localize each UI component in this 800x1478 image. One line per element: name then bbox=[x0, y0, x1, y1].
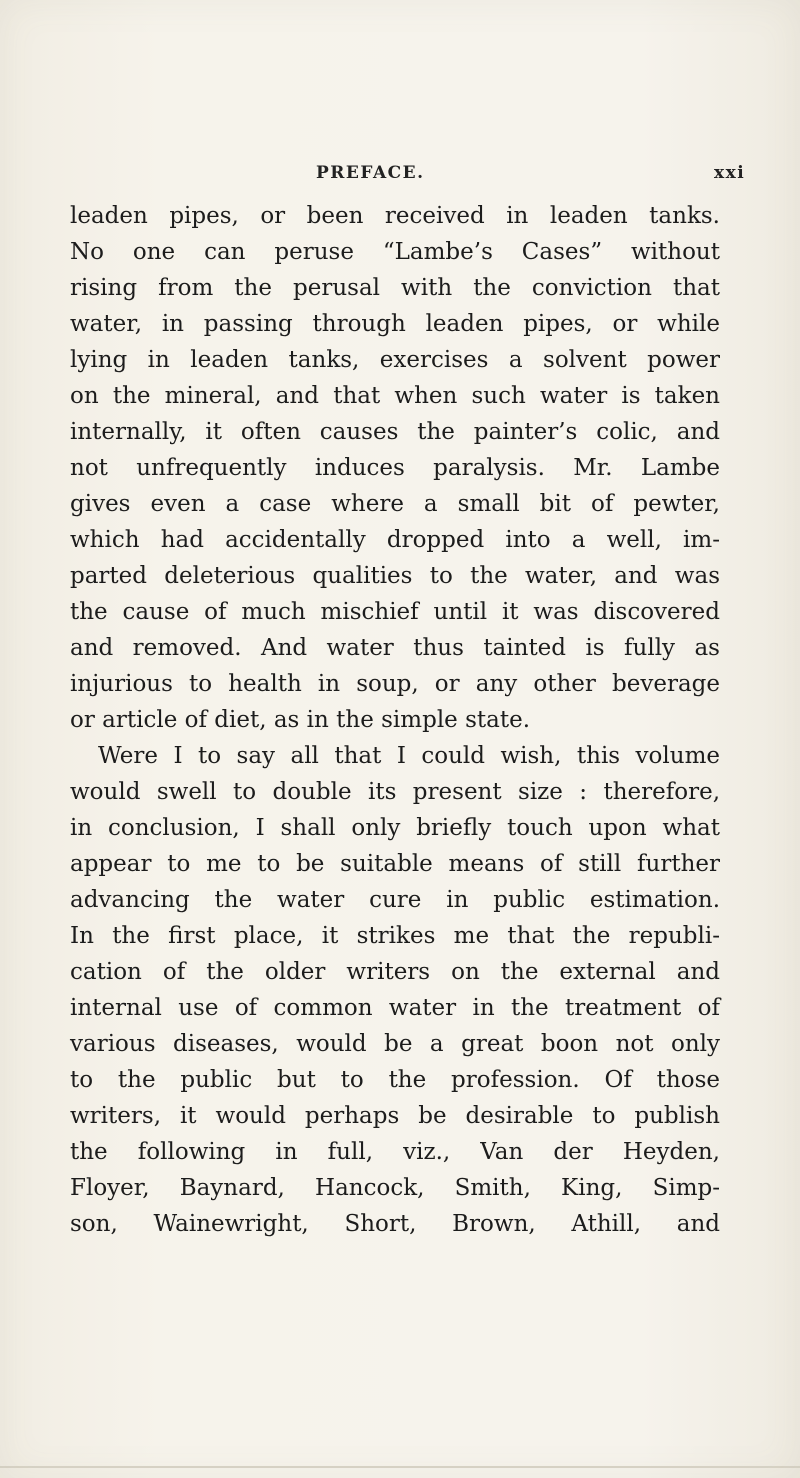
text-line: the cause of much mischief until it was discovered bbox=[70, 599, 720, 625]
text-line: parted deleterious qualities to the water, and was bbox=[70, 563, 720, 589]
text-line: which had accidentally dropped into a well, im- bbox=[70, 527, 720, 553]
text-line: on the mineral, and that when such water is taken bbox=[70, 383, 720, 409]
text-line: or article of diet, as in the simple state. bbox=[70, 707, 531, 733]
text-line: son, Wainewright, Short, Brown, Athill, and bbox=[70, 1211, 720, 1237]
text-line: not unfrequently induces paralysis. Mr. Lambe bbox=[70, 455, 720, 481]
text-line: writers, it would perhaps be desirable to publish bbox=[70, 1103, 720, 1129]
text-line: In the first place, it strikes me that the republi- bbox=[70, 923, 720, 949]
text-line: cation of the older writers on the external and bbox=[70, 959, 720, 985]
body-text bbox=[70, 198, 720, 1242]
text-line: in conclusion, I shall only briefly touch upon what bbox=[70, 815, 720, 841]
text-line: to the public but to the profession. Of those bbox=[70, 1067, 720, 1093]
text-line: lying in leaden tanks, exercises a solvent power bbox=[70, 347, 720, 373]
text-line: No one can peruse “Lambe’s Cases” without bbox=[70, 239, 720, 265]
text-line: injurious to health in soup, or any other beverage bbox=[70, 671, 720, 697]
text-line: and removed. And water thus tainted is fully as bbox=[70, 635, 720, 661]
text-line: water, in passing through leaden pipes, or while bbox=[70, 311, 720, 337]
text-line: would swell to double its present size : therefore, bbox=[70, 779, 720, 805]
paragraph-start-line: Were I to say all that I could wish, this volume bbox=[98, 743, 720, 769]
text-line: appear to me to be suitable means of still further bbox=[70, 851, 720, 877]
text-line: leaden pipes, or been received in leaden tanks. bbox=[70, 203, 720, 229]
text-line: Floyer, Baynard, Hancock, Smith, King, Simp- bbox=[70, 1175, 720, 1201]
text-line: rising from the perusal with the conviction that bbox=[70, 275, 720, 301]
text-line: internally, it often causes the painter’s colic, and bbox=[70, 419, 720, 445]
page-bottom-edge bbox=[0, 1466, 800, 1468]
running-header bbox=[0, 163, 800, 193]
running-title: PREFACE. bbox=[316, 163, 425, 183]
page-number: xxi bbox=[714, 163, 746, 183]
text-line: gives even a case where a small bit of pewter, bbox=[70, 491, 720, 517]
text-line: the following in full, viz., Van der Heyden, bbox=[70, 1139, 720, 1165]
text-line: various diseases, would be a great boon not only bbox=[70, 1031, 720, 1057]
text-line: advancing the water cure in public estimation. bbox=[70, 887, 720, 913]
text-line: internal use of common water in the treatment of bbox=[70, 995, 720, 1021]
